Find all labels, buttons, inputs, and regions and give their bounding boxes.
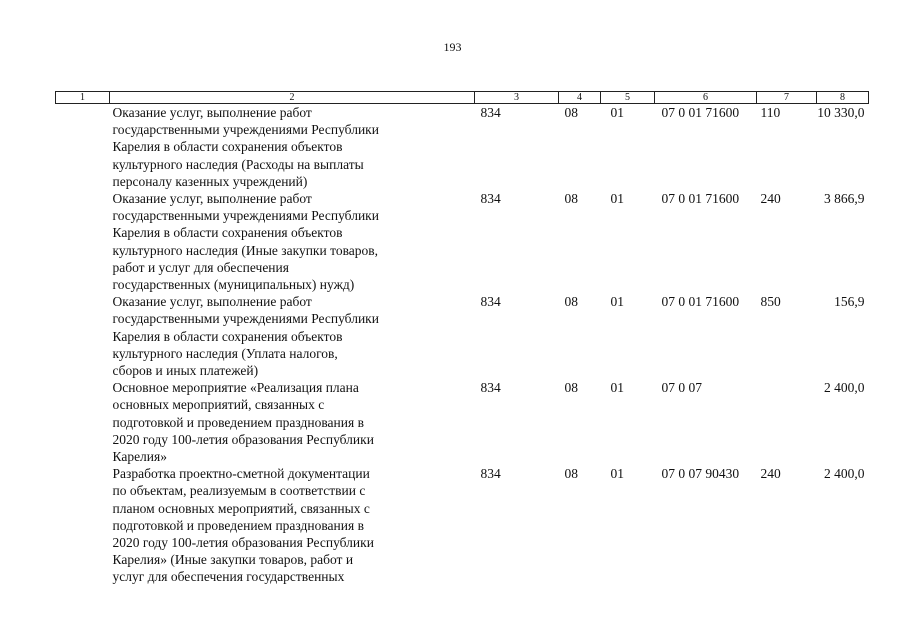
- expense-name-line: основных мероприятий, связанных с: [112, 397, 325, 413]
- expense-type-cell: 240: [760, 191, 781, 207]
- expense-name-line: государственными учреждениями Республики: [112, 122, 379, 138]
- expense-name-line: Карелия в области сохранения объектов: [112, 139, 343, 155]
- expense-name-line: услуг для обеспечения государственных: [112, 569, 345, 585]
- section-cell: 08: [564, 191, 578, 207]
- amount-cell: 10 330,0: [817, 105, 865, 120]
- expense-type-cell: [757, 379, 817, 465]
- expense-name-line: государственными учреждениями Республики: [112, 208, 379, 224]
- row-number-cell: [56, 379, 110, 465]
- expense-name-line: персоналу казенных учреждений): [112, 173, 308, 189]
- expense-name-cell: [110, 104, 475, 191]
- target-article-cell: 07 0 07 90430: [661, 466, 740, 482]
- expense-name-line: Карелия» (Иные закупки товаров, работ и: [112, 552, 354, 568]
- page-number: 193: [443, 40, 462, 54]
- grbs-code-cell: 834: [480, 294, 501, 310]
- expense-name-cell: [110, 379, 475, 465]
- expense-name-line: культурного наследия (Иные закупки товаров,: [112, 242, 379, 258]
- expense-type-cell: 240: [760, 466, 781, 482]
- table-body: [56, 104, 869, 586]
- expense-name-line: культурного наследия (Расходы на выплаты: [112, 156, 364, 172]
- expense-name-line: Оказание услуг, выполнение работ: [112, 191, 312, 207]
- expense-name-line: государственными учреждениями Республики: [112, 311, 379, 327]
- column-header-5: 5: [601, 92, 655, 104]
- grbs-code-cell: 834: [480, 105, 501, 120]
- table-row: [56, 190, 869, 293]
- amount-cell: 2 400,0: [824, 466, 865, 482]
- column-header-7: 7: [757, 92, 817, 104]
- row-number-cell: [56, 465, 110, 585]
- header-row: [56, 92, 869, 104]
- subsection-cell: 01: [610, 294, 624, 310]
- column-header-1: 1: [56, 92, 110, 104]
- table-row: [56, 104, 869, 191]
- expense-name-cell: [110, 190, 475, 293]
- subsection-cell: 01: [610, 380, 624, 396]
- amount-cell: 156,9: [834, 294, 865, 310]
- target-article-cell: 07 0 01 71600: [661, 191, 740, 207]
- grbs-code-cell: 834: [480, 380, 501, 396]
- expense-name-line: подготовкой и проведением празднования в: [112, 517, 364, 533]
- amount-cell: 3 866,9: [824, 191, 865, 207]
- table-row: [56, 293, 869, 379]
- section-cell: 08: [564, 466, 578, 482]
- column-header-6: 6: [655, 92, 757, 104]
- expense-name-line: Карелия в области сохранения объектов: [112, 328, 343, 344]
- subsection-cell: 01: [610, 191, 624, 207]
- expense-name-line: планом основных мероприятий, связанных с: [112, 500, 370, 516]
- subsection-cell: 01: [610, 105, 624, 120]
- grbs-code-cell: 834: [480, 191, 501, 207]
- column-header-2: 2: [110, 92, 475, 104]
- expense-name-line: Карелия в области сохранения объектов: [112, 225, 343, 241]
- expense-name-line: Карелия»: [112, 449, 167, 465]
- subsection-cell: 01: [610, 466, 624, 482]
- amount-cell: 2 400,0: [824, 380, 865, 396]
- grbs-code-cell: 834: [480, 466, 501, 482]
- row-number-cell: [56, 190, 110, 293]
- section-cell: 08: [564, 380, 578, 396]
- row-number-cell: [56, 293, 110, 379]
- expense-name-line: 2020 году 100-летия образования Республики: [112, 535, 374, 551]
- expense-name-line: культурного наследия (Уплата налогов,: [112, 345, 338, 361]
- section-cell: 08: [564, 294, 578, 310]
- target-article-cell: 07 0 01 71600: [661, 105, 740, 120]
- target-article-cell: 07 0 01 71600: [661, 294, 740, 310]
- expense-name-line: подготовкой и проведением празднования в: [112, 414, 364, 430]
- expense-name-line: Оказание услуг, выполнение работ: [112, 105, 312, 120]
- expense-type-cell: 850: [760, 294, 781, 310]
- expense-name-cell: [110, 293, 475, 379]
- expense-type-cell: 110: [760, 105, 781, 120]
- budget-table: [55, 91, 869, 586]
- expense-name-line: по объектам, реализуемым в соответствии с: [112, 483, 366, 499]
- row-number-cell: [56, 104, 110, 191]
- section-cell: 08: [564, 105, 578, 120]
- expense-name-line: государственных (муниципальных) нужд): [112, 277, 355, 293]
- table-row: [56, 465, 869, 585]
- table-row: [56, 379, 869, 465]
- expense-name-line: Оказание услуг, выполнение работ: [112, 294, 312, 310]
- column-header-4: 4: [559, 92, 601, 104]
- column-header-3: 3: [475, 92, 559, 104]
- expense-name-line: работ и услуг для обеспечения: [112, 259, 289, 275]
- expense-name-cell: [110, 465, 475, 585]
- target-article-cell: 07 0 07: [661, 380, 702, 396]
- expense-name-line: Разработка проектно-сметной документации: [112, 466, 370, 482]
- expense-name-line: 2020 году 100-летия образования Республики: [112, 431, 374, 447]
- expense-name-line: сборов и иных платежей): [112, 363, 259, 379]
- expense-name-line: Основное мероприятие «Реализация плана: [112, 380, 359, 396]
- column-header-8: 8: [817, 92, 869, 104]
- table-header: [56, 92, 869, 104]
